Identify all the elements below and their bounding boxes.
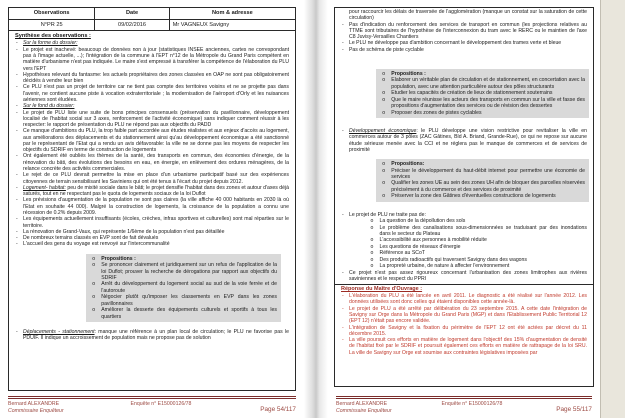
observation-item: [341, 47, 587, 53]
dash-bullet-icon: -: [16, 40, 18, 47]
proposition-item: [380, 180, 585, 193]
observation-item: [15, 153, 289, 172]
circle-bullet-icon: o: [382, 96, 386, 103]
proposition-item: [380, 110, 585, 116]
observation-text: Le projet est inachevé: beaucoup de données non à jour (statistiques INSEE anciennes, cartes ne correspondant pas à l'image actuelle, ...); l'intégration de la commune à l'EPT n°12 de la Métropole du Grand Paris compétent en matière d'urbanisme n'est pas indiquée. Le maire s'est empressé à transférer la compétence de l'élaboration du PLU vers l'EPT: [23, 46, 289, 72]
response-section-title: Réponse du Maître d'Ouvrage :: [335, 284, 593, 293]
circle-bullet-icon: o: [92, 262, 96, 269]
proposition-item: [380, 77, 585, 90]
item-label: Sur le fond du dossier:: [23, 103, 75, 110]
column-header-date: Date: [95, 8, 169, 19]
observation-text: De nombreux terrains classés en EVP sont de fait dévalués: [23, 235, 159, 242]
footer-page-number: Page 55/117: [556, 405, 592, 413]
observations-synthesis-section: [8, 30, 296, 391]
proposition-text: L'accessibilité aux personnes à mobilité réduite: [379, 237, 487, 244]
circle-bullet-icon: o: [370, 224, 374, 231]
observation-table: [8, 7, 296, 31]
observation-number: N°PR 25: [9, 20, 95, 31]
footer-author-block: [8, 401, 107, 415]
footer-author-block: [336, 401, 424, 415]
observation-text: Pas d'indication du renforcement des services de transport en commun (les projections relatives au TTME sont tributaires de l'hypothèse de l'interconnexion du tram avec le RERC ou le maintien de l'axe C8 Juvisy-Versailles Chantiers: [349, 21, 587, 41]
item-label: Déplacements - stationnement: [23, 329, 95, 336]
page-footer: [336, 396, 592, 415]
proposition-text: Améliorer la desserte des équipements culturels et sportifs à tous les quartiers: [101, 307, 277, 320]
circle-bullet-icon: o: [370, 256, 374, 263]
dash-bullet-icon: -: [16, 109, 18, 116]
observation-text: Ce manque d'ambitions du PLU, la trop faible part accordée aux études réalistes et aux enjeux d'accès au logement, aux améliorations des déplacements et du stationnement ainsi qu'au développement économique a été sanctionné par le représentant de l'Etat qui a rendu un avis défavorable: la ville ne se donne pas les moyens de respecter les objectifs du SDRIF en terme de construction de logements: [23, 128, 289, 154]
column-header-observations: Observations: [9, 8, 95, 19]
dash-bullet-icon: -: [342, 324, 344, 331]
dash-bullet-icon: -: [342, 293, 344, 300]
dash-bullet-icon: -: [16, 235, 18, 242]
observation-text: Le projet de PLU a été arrêté par délibération du 23 septembre 2015. A cette date l'intégration de Savigny sur Orge dans la Métropole du Grand Paris (MGP) et dans l'Etablissement Public Territorial 12 (EPT 12) n'était pas encore validée.: [349, 305, 587, 325]
observation-item: [341, 22, 587, 41]
page-55: [328, 0, 600, 418]
proposition-item: [369, 225, 587, 238]
observation-item: [341, 128, 587, 153]
dash-bullet-icon: -: [16, 84, 18, 91]
observation-text: Ce projet n'est pas assez rigoureux concernant l'urbanisation des zones limitrophes aux rivières saviniennes et le respect du PPRI: [349, 269, 587, 282]
circle-bullet-icon: o: [382, 180, 386, 187]
dash-bullet-icon: -: [16, 329, 18, 336]
circle-bullet-icon: o: [370, 250, 374, 257]
response-item: [341, 325, 587, 338]
observation-text: Hypothèses relevant du fantasme: les actuels propriétaires des zones classées en OAP ne sont pas obligatoirement décidés à vendre leur bien: [23, 71, 289, 85]
dash-bullet-icon: -: [16, 46, 18, 53]
observation-item: [15, 216, 289, 229]
dash-bullet-icon: -: [342, 21, 344, 28]
footer-role: Commissaire Enquêteur: [336, 407, 392, 414]
proposition-item: [380, 97, 585, 110]
observation-item: [15, 128, 289, 153]
observation-text: Les prévisions d'augmentation de la population ne sont pas claires (la ville affiche 40 000 habitants en 2030 là où l'Etat en souhaite 44 000). Malgré la construction de logements, la croissance de la population a connu une récession de 0.2% depuis 2009.: [23, 197, 289, 216]
proposition-text: Qualifier les zones UE au sein des zones UH afin de bloquer des parcelles réservées précisément à du commerce et des services de proximité: [391, 180, 585, 193]
proposition-item: [90, 281, 277, 294]
proposition-text: Préciser le développement du haut-débit internet pour permettre une économie de services: [391, 167, 585, 181]
circle-bullet-icon: o: [92, 307, 96, 314]
observation-text: L'accueil des gens du voyage est renvoyé sur l'intercommunalité: [23, 241, 170, 248]
footer-page-number: Page 54/117: [260, 405, 296, 413]
dash-bullet-icon: -: [342, 305, 344, 312]
dash-bullet-icon: -: [16, 184, 18, 191]
observation-item: [15, 110, 289, 129]
viewer-background: [600, 0, 625, 418]
section-title: Synthèse des observations :: [15, 33, 91, 40]
page-54: [0, 0, 304, 418]
dash-bullet-icon: -: [16, 228, 18, 235]
footer-author: Bernard ALEXANDRE: [8, 400, 60, 407]
proposition-text: Propositions :: [391, 70, 426, 77]
observation-text: L'élaboration du PLU a été lancée en avril 2011. Le diagnostic a été réalisé sur l'année 2012. Les données utilisées sont donc celles qui étaient disponibles cette année-là.: [349, 293, 587, 306]
observation-item: [341, 270, 587, 283]
footer-author: Bernard ALEXANDRE: [336, 400, 388, 407]
observation-text: Le PLU ne développe pas d'ambition concernant le développement des trames verte et bleue: [349, 40, 562, 47]
proposition-item: [380, 168, 585, 181]
response-item: [341, 306, 587, 325]
circle-bullet-icon: o: [382, 193, 386, 200]
dash-bullet-icon: -: [342, 211, 344, 218]
proposition-item: [90, 307, 277, 320]
observation-text: Déplacements - stationnement: manque une référence à un plan local de circulation; le PLU ne favorise pas le PDUIF. Il indique un accroissement de population mais ne propose pas de solution: [23, 329, 289, 342]
observation-item: [15, 72, 289, 85]
observation-table-row: [9, 20, 295, 31]
observation-text: Les équipements actuellement insuffisants (écoles, crèches, infras sportives et culturelles) sont mal réparties sur le territoire.: [23, 216, 289, 229]
observation-date: 09/02/2016: [95, 20, 169, 31]
observation-item: [15, 84, 289, 103]
dash-bullet-icon: -: [16, 153, 18, 160]
dash-bullet-icon: -: [16, 128, 18, 135]
spacer: [335, 53, 593, 67]
proposition-text: Elaborer un véritable plan de circulation et de stationnement, en concertation avec la population, avec une attention particulière autour des pôles structurants: [391, 77, 585, 90]
circle-bullet-icon: o: [382, 70, 386, 77]
footer-case-number: Enquête n° E15000126/78: [130, 401, 192, 408]
circle-bullet-icon: o: [92, 294, 96, 301]
proposition-text: Se prononcer clairement et juridiquement sur un refus de l'application de la loi Duflot; prouver la recherche de dérogations par rapport aux objectifs du SDRIF: [101, 262, 277, 281]
dash-bullet-icon: -: [342, 46, 344, 53]
proposition-item: [90, 262, 277, 281]
proposition-text: Proposer des zones de pistes cyclables: [391, 109, 482, 116]
proposition-text: Propositions :: [101, 255, 136, 262]
observation-table-header-row: [9, 8, 295, 20]
observations-continued-section: [334, 7, 594, 387]
item-label: Développement économique: [349, 128, 417, 135]
proposition-text: Etudier les capacités de création de lieux de stationnement souterrains: [391, 90, 553, 97]
propositions-box: [86, 254, 281, 322]
circle-bullet-icon: o: [382, 90, 386, 97]
proposition-text: Préserver la zone des Gâtines d'éventuelles constructions de logements: [391, 193, 556, 200]
circle-bullet-icon: o: [92, 255, 96, 262]
footer-role: Commissaire Enquêteur: [8, 407, 64, 414]
observation-text: Pas de schéma de piste cyclable: [349, 46, 424, 53]
proposition-text: La question de la dépollution des sols: [379, 218, 466, 225]
proposition-item: [90, 294, 277, 307]
observation-text: Développement économique: le PLU développe une vision restrictive pour revitaliser la ville en commerces autour de 3 pôles (ZAC Gâtines, Bld A. Briand, Grande-Rue), ce qui ne repose sur aucune étude sérieuse menée avec la CCI et ne réglera pas le manque de commerces et de services de proximité: [349, 128, 587, 153]
spacer: [335, 153, 593, 157]
dash-bullet-icon: -: [16, 216, 18, 223]
observation-text: Ont également été oubliés les thèmes de la santé, des transports en commun, des économies d'énergie, de la rénovation du bâti, des évolutions des besoins en eau, en énergie, en enlèvement des ordures ménagères, de la relance concrète des activités commerciales.: [23, 153, 289, 173]
observation-text: Le projet de PLU liste une suite de bons principes consensuels (préservation du pavillonnaire, développement localisé de l'habitat social sur 3 axes, renforcement de l'activité économique) sans indiquer comment réussir à les respecter: le rapport de présentation du PLU ne répond pas aux objectifs du PADD: [23, 109, 289, 129]
observation-item: [15, 185, 289, 198]
dash-bullet-icon: -: [16, 197, 18, 204]
dash-bullet-icon: -: [342, 128, 344, 135]
propositions-box: [376, 159, 589, 202]
page-gutter: [304, 0, 328, 418]
dash-bullet-icon: -: [342, 337, 344, 344]
observation-text: Logement- habitat: peu de mixité sociale dans le bâti; le projet densifie l'habitat dans des zones et autour d'axes déjà saturés, tout en ne respectant pas le quota de logements sociaux de la loi Duflot: [23, 184, 289, 198]
observation-name: Mr VAGNEUX Savigny: [172, 21, 230, 28]
sub-item-list: [369, 218, 587, 270]
proposition-text: Des produits radioactifs qui traversent Savigny dans des wagons: [379, 256, 527, 263]
circle-bullet-icon: o: [370, 263, 374, 270]
observation-text: La rénovation de Grand-Vaux, qui représente 1/6ème de la population n'est pas détaillée: [23, 228, 225, 235]
circle-bullet-icon: o: [382, 161, 386, 168]
observation-item: [15, 241, 289, 247]
observation-item: [15, 47, 289, 72]
dash-bullet-icon: -: [16, 172, 18, 179]
circle-bullet-icon: o: [382, 77, 386, 84]
proposition-text: Référence au SCoT: [379, 250, 425, 257]
observation-item: [15, 197, 289, 216]
observation-text: La ville poursuit ces efforts en matière de logement dans l'objectif des 15% d'augmentation de densité de l'habitat fixé par le SDRIF et poursuit également ces efforts en matière de rattrapage de la loi SRU. La ville de Savigny sur Orge est soumise aux contraintes législatives imposées par: [349, 337, 587, 356]
footer-case-number: Enquête n° E15000126/78: [441, 401, 503, 408]
spacer: [335, 120, 593, 128]
proposition-text: Propositions:: [391, 161, 425, 168]
response-item: [341, 337, 587, 356]
observation-text: L'intégration de Savigny et la fixation du périmètre de l'EPT 12 ont été actées par décret du 11 décembre 2015.: [349, 324, 587, 337]
proposition-text: Négocier plutôt qu'imposer les classements en EVP dans les zones pavillonnaires: [101, 294, 277, 307]
circle-bullet-icon: o: [382, 109, 386, 116]
observation-text: Ce PLU n'est pas un projet de territoire car ne tient pas compte des territoires voisins et ne se projette pas dans l'avenir, ne contient aucune piste à vocation extraterritoriale ; la modernisation de l'aéroport d'Orly et les nuisances aériennes sont éludées.: [23, 84, 289, 103]
proposition-text: Le problème des canalisations sous-dimensionnées se traduisant par des inondations dans le secteur du Plateau: [379, 224, 587, 237]
response-item: [341, 293, 587, 306]
dash-bullet-icon: [341, 9, 349, 22]
circle-bullet-icon: o: [370, 237, 374, 244]
propositions-box: [376, 69, 589, 118]
circle-bullet-icon: o: [382, 167, 386, 174]
observation-item: [15, 172, 289, 185]
dash-bullet-icon: -: [342, 269, 344, 276]
circle-bullet-icon: o: [370, 243, 374, 250]
column-header-nom-adresse: Nom & adresse: [211, 10, 253, 16]
proposition-text: Les questions de réseaux d'énergie: [379, 243, 461, 250]
dash-bullet-icon: -: [16, 71, 18, 78]
dash-bullet-icon: -: [342, 40, 344, 47]
item-label: Sur la forme du dossier:: [23, 40, 78, 47]
proposition-text: Arrêt du développement du logement social au sud de la voie ferrée et de l'autoroute: [101, 281, 277, 294]
circle-bullet-icon: o: [370, 218, 374, 225]
spacer: [9, 248, 295, 252]
proposition-text: Que le maire réunisse les acteurs des transports en commun sur la ville et fasse des propositions d'augmentation des services ou de révision des dessertes: [391, 96, 585, 110]
observation-text: Le projet de PLU ne traite pas de:: [349, 211, 426, 218]
item-label: Logement- habitat:: [23, 184, 66, 191]
proposition-text: La propreté urbaine, de nature à affecter l'environnement: [379, 263, 510, 270]
observation-item: [341, 9, 587, 22]
page-footer: [8, 396, 296, 415]
dash-bullet-icon: -: [16, 103, 18, 110]
observation-text: pour raccourcir les délais de traversée de l'agglomération (manque un constat sur la saturation de cette circulation): [349, 9, 587, 22]
observation-text: Le rejet de ce PLU devrait permettre la mise en place d'un urbanisme participatif basé sur des expériences citoyennes de terrain sensibilisant les Saviniens qui ont été tenus à l'écart du projet depuis 2012.: [23, 172, 289, 185]
spacer: [335, 204, 593, 212]
dash-bullet-icon: -: [16, 241, 18, 248]
observation-item: [15, 329, 289, 342]
proposition-item: [380, 193, 585, 199]
circle-bullet-icon: o: [92, 281, 96, 288]
